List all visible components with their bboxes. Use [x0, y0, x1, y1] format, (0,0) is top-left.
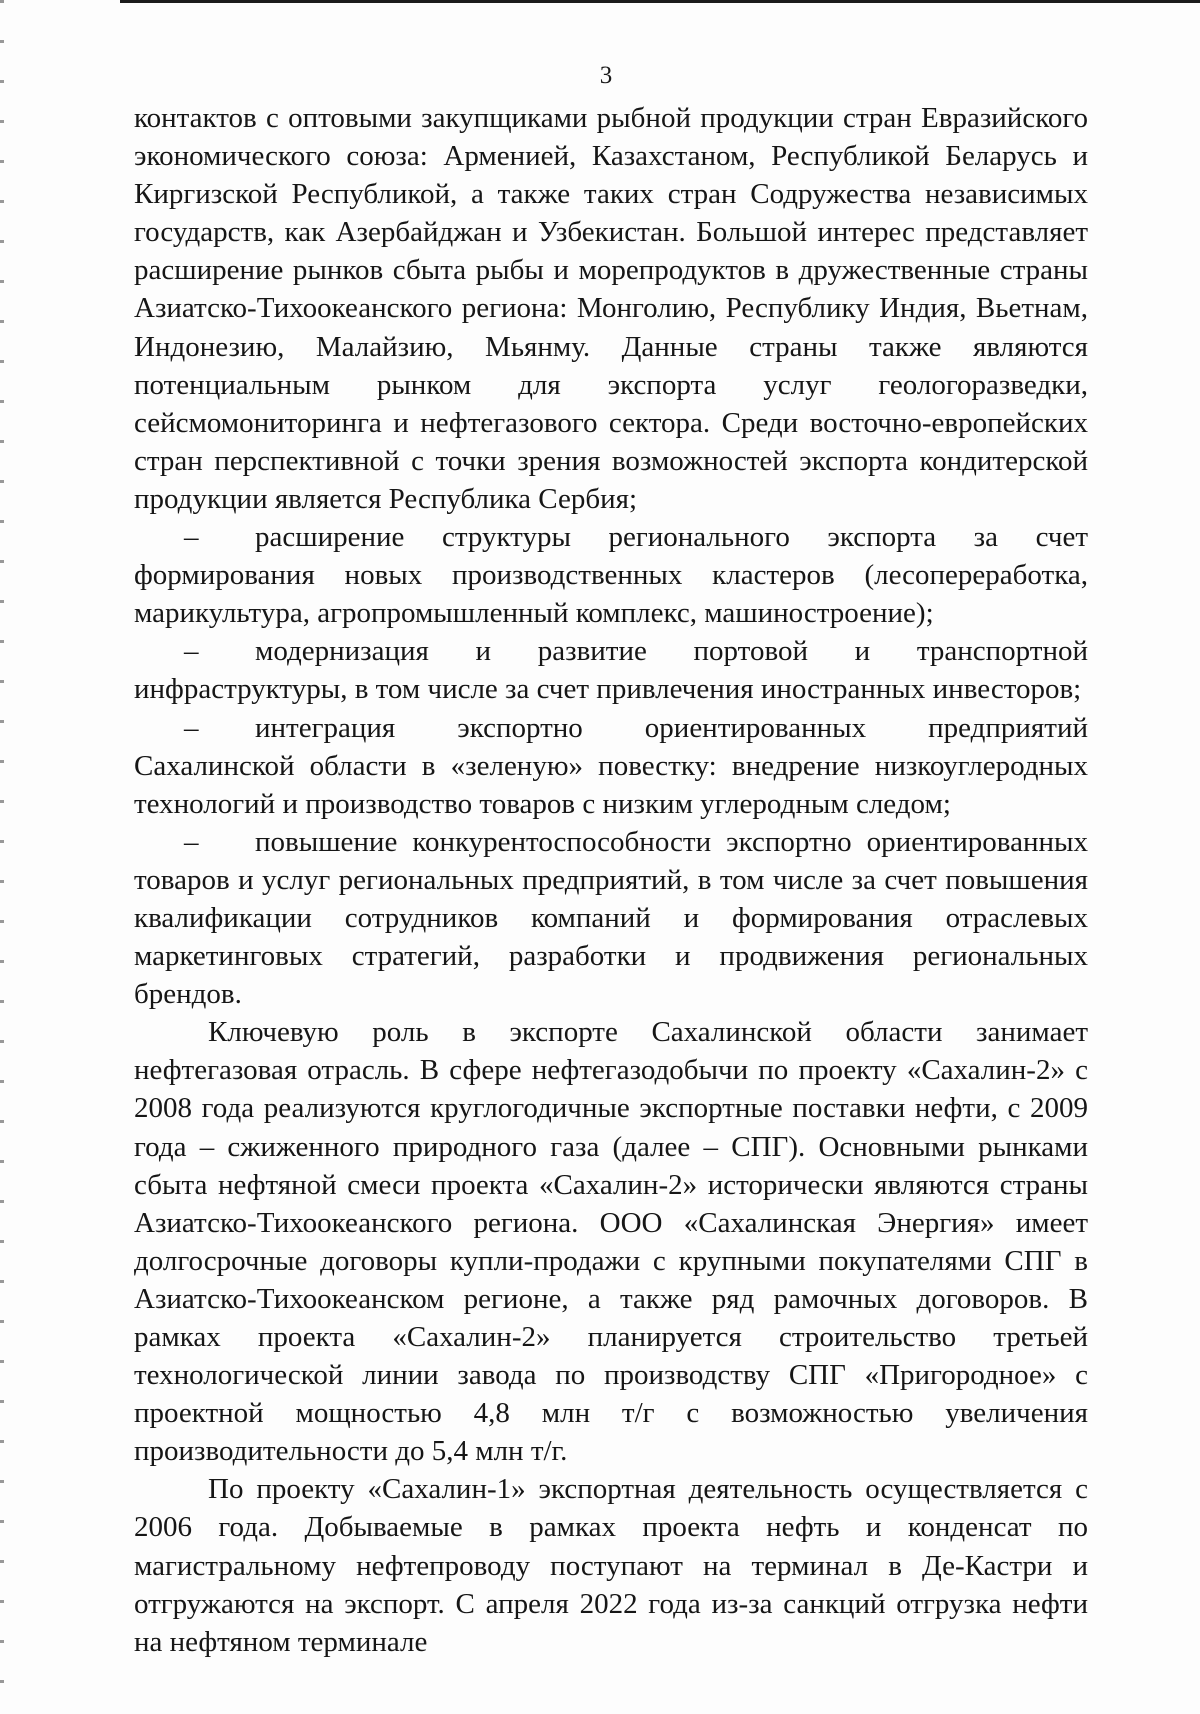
list-item-text: расширение структуры регионального экспорта за счет формирования новых производственных кластеров (лесопереработка, марикультура, агропромышленный комплекс, машиностроение);: [134, 521, 1088, 630]
page-number: 3: [599, 62, 613, 89]
paragraph-continuation: контактов с оптовыми закупщиками рыбной продукции стран Евразийского экономического союза: Арменией, Казахстаном, Республикой Беларусь и Киргизской Республикой, а также таких стран Содружества независимых государств, как Азербайджан и Узбекистан. Большой интерес представляет расширение рынков сбыта рыбы и морепродуктов в дружественные страны Азиатско-Тихоокеанского региона: Монголию, Республику Индия, Вьетнам, Индонезию, Малайзию, Мьянму. Данные страны также являются потенциальным рынком для экспорта услуг геологоразведки, сейсмомониторинга и нефтегазового сектора. Среди восточно-европейских стран перспективной с точки зрения возможностей экспорта кондитерской продукции является Республика Сербия;: [134, 102, 1088, 515]
list-item: [134, 518, 1088, 632]
list-item: [134, 632, 1088, 708]
list-dash: –: [184, 711, 199, 744]
list-item-text: повышение конкурентоспособности экспортно ориентированных товаров и услуг региональных предприятий, в том числе за счет повышения квалификации сотрудников компаний и формирования отраслевых маркетинговых стратегий, разработки и продвижения региональных брендов.: [134, 825, 1088, 1011]
list-dash: –: [184, 825, 199, 858]
scan-edge: [0, 0, 4, 1714]
list-item-text: интеграция экспортно ориентированных предприятий Сахалинской области в «зеленую» повестку: внедрение низкоуглеродных технологий и производство товаров с низким углеродным следом;: [134, 711, 1088, 820]
document-body: [134, 99, 1088, 1661]
list-item: [134, 709, 1088, 823]
list-item-text: модернизация и развитие портовой и транспортной инфраструктуры, в том числе за счет привлечения иностранных инвесторов;: [134, 635, 1088, 706]
top-rule: [120, 0, 1200, 3]
paragraph-oil-gas: Ключевую роль в экспорте Сахалинской области занимает нефтегазовая отрасль. В сфере нефтегазодобычи по проекту «Сахалин-2» с 2008 года реализуются круглогодичные экспортные поставки нефти, с 2009 года – сжиженного природного газа (далее – СПГ). Основными рынками сбыта нефтяной смеси проекта «Сахалин-2» исторически являются страны Азиатско-Тихоокеанского региона. ООО «Сахалинская Энергия» имеет долгосрочные договоры купли-продажи с крупными покупателями СПГ в Азиатско-Тихоокеанском регионе, а также ряд рамочных договоров. В рамках проекта «Сахалин-2» планируется строительство третьей технологической линии завода по производству СПГ «Пригородное» с проектной мощностью 4,8 млн т/г с возможностью увеличения производительности до 5,4 млн т/г.: [134, 1016, 1088, 1468]
list-item: [134, 823, 1088, 1013]
paragraph-sakhalin-1: По проекту «Сахалин-1» экспортная деятельность осуществляется с 2006 года. Добываемые в рамках проекта нефть и конденсат по магистральному нефтепроводу поступают на терминал в Де-Кастри и отгружаются на экспорт. С апреля 2022 года из-за санкций отгрузка нефти на нефтяном терминале: [134, 1473, 1088, 1658]
list-dash: –: [184, 521, 199, 554]
list-dash: –: [184, 635, 199, 668]
